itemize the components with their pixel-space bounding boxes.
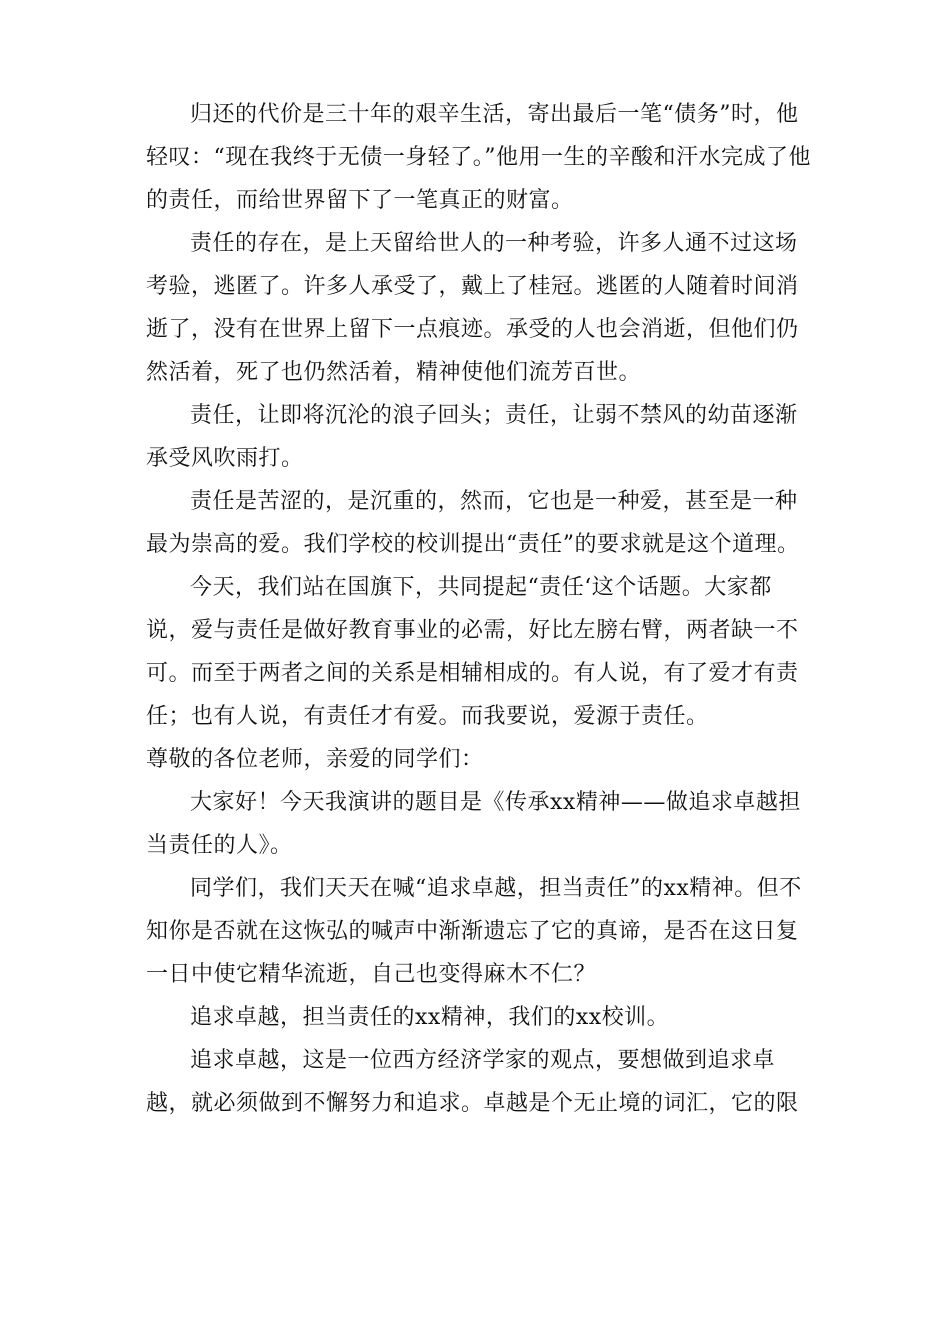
paragraph-7: 大家好！今天我演讲的题目是《传承xx精神——做追求卓越担当责任的人》。 (146, 790, 801, 858)
paragraph-9: 追求卓越，担当责任的xx精神，我们的xx校训。 (190, 1005, 670, 1030)
paragraph-3: 责任，让即将沉沦的浪子回头；责任，让弱不禁风的幼苗逐渐承受风吹雨打。 (146, 403, 798, 471)
paragraph-8: 同学们，我们天天在喊“追求卓越，担当责任”的xx精神。但不知你是否就在这恢弘的喊声中渐渐遗忘了它的真谛，是否在这日复一日中使它精华流逝，自己也变得麻木不仁？ (146, 876, 802, 987)
paragraph-5: 今天，我们站在国旗下，共同提起“责任‘这个话题。大家都说，爱与责任是做好教育事业的必需，好比左膀右臂，两者缺一不可。而至于两者之间的关系是相辅相成的。有人说，有了爱才有责任；也有人说，有责任才有爱。而我要说，爱源于责任。 (146, 575, 799, 729)
paragraph-10: 追求卓越，这是一位西方经济学家的观点，要想做到追求卓越，就必须做到不懈努力和追求。卓越是个无止境的词汇，它的限 (146, 1048, 799, 1116)
paragraph-1: 归还的代价是三十年的艰辛生活，寄出最后一笔“债务”时，他轻叹：“现在我终于无债一身轻了。”他用一生的辛酸和汗水完成了他的责任，而给世界留下了一笔真正的财富。 (146, 102, 811, 213)
document-body (146, 93, 811, 1125)
paragraph-2: 责任的存在，是上天留给世人的一种考验，许多人通不过这场考验，逃匿了。许多人承受了，戴上了桂冠。逃匿的人随着时间消逝了，没有在世界上留下一点痕迹。承受的人也会消逝，但他们仍然活着，死了也仍然活着，精神使他们流芳百世。 (146, 231, 799, 385)
paragraph-4: 责任是苦涩的，是沉重的，然而，它也是一种爱，甚至是一种最为崇高的爱。我们学校的校训提出“责任”的要求就是这个道理。 (146, 489, 800, 557)
salutation: 尊敬的各位老师，亲爱的同学们： (146, 747, 484, 772)
